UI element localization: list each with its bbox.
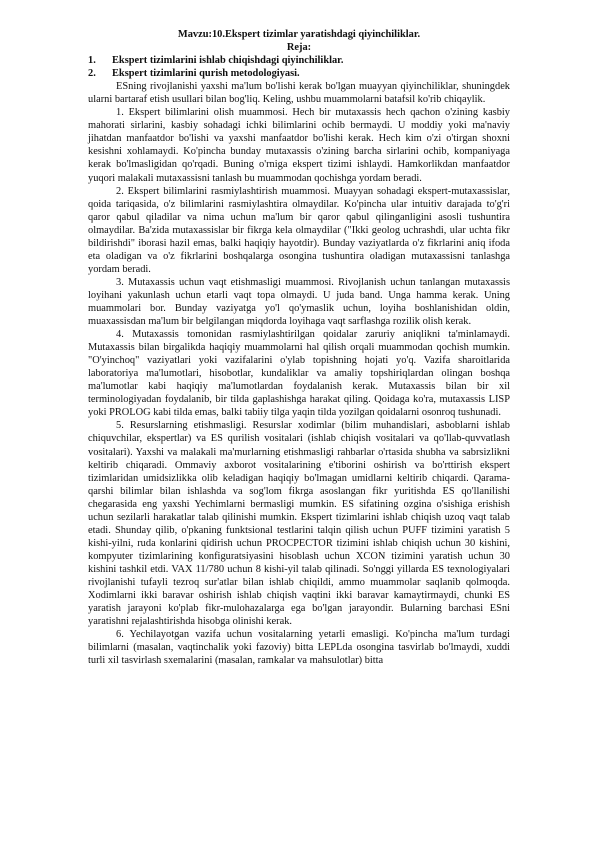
plan-heading: Reja: <box>286 42 312 54</box>
body-paragraph: 6. Yechilayotgan vazifa uchun vositalarning yetarli emasligi. Ko'pincha ma'lum turdagi bilimlarni (masalan, vaqtinchalik yoki fazoviy) bitta LEPLda osongina tasvirlab bo'lmaydi, xuddi turli xil tasvirlash sxemalarini (masalan, ramkalar va mahsulotlar) bitta <box>88 629 510 667</box>
body-paragraph: 5. Resurslarning etishmasligi. Resurslar xodimlar (bilim muhandislari, asboblarni ishlab chiquvchilar, ekspertlar) va ES qurilish vositalari (ishlab chiqish vositalari va qo'llab-quvvatlash vositalari). Yaxshi va malakali ma'murlarning etishmasligi rahbarlar o'rtasida shubha va sabrsizlikni keltirib chiqaradi. Ommaviy axborot vositalarining e'tiborini oshirish va bo'rttirish ekspert tizimlaridan umidsizlikka olib keladigan haqiqiy bo'lmagan umidlarni keltirib chiqardi. Qarama-qarshi bilimlar bilan ishlashda va sog'lom fikrga asoslangan fikr yuritishda ES qo'llanilishi chegarasida eng yaxshi Yechimlarni bermasligi mumkin. ES sifatining ozgina o'sishiga erishish uchun sezilarli harakatlar talab qilinishi mumkin. Ekspert tizimlarini ishlab chiqish uzoq vaqt talab etadi. Shunday qilib, o'pkaning funktsional testlarini talqin qilish uchun PUFF tizimini yaratish 5 kishi-yilni, ruda konlarini qidirish uchun PROCPECTOR tizimini ishlab chiqish uchun 30 kishini, kompyuter tizimlarining konfiguratsiyasini hisoblash uchun XCON tizimini yaratish uchun 30 kishini tashkil etdi. VAX 11/780 uchun 8 kishi-yil talab qilinadi. So'nggi yillarda ES texnologiyalari rivojlanishi tufayli tezroq sur'atlar bilan ishlab chiqildi, ammo muammolar saqlanib qolmoqda. Xodimlarni ikki baravar oshirish ishlab chiqish vaqtini ikki baravar kamaytirmaydi, chunki ES yaratish jarayoni ko'plab fikr-mulohazalarga ega bo'lgan jarayondir. Bularning barchasi ESni yaratishni rejalashtirishda hisobga olinishi kerak. <box>88 420 510 628</box>
document-title: Mavzu:10.Ekspert tizimlar yaratishdagi qiyinchiliklar. <box>177 29 421 40</box>
plan-item <box>88 54 510 67</box>
plan-list <box>88 54 510 80</box>
intro-paragraph: ESning rivojlanishi yaxshi ma'lum bo'lishi kerak bo'lgan muayyan qiyinchiliklar, shuningdek ularni bartaraf etish usullari bilan bog'liq. Keling, ushbu muammolarni batafsil ko'rib chiqaylik. <box>88 81 510 106</box>
plan-item-text: Ekspert tizimlarini ishlab chiqishdagi qiyinchiliklar. <box>112 55 344 67</box>
plan-item-text: Ekspert tizimlarini qurish metodologiyasi. <box>112 68 300 80</box>
document-page <box>88 28 510 667</box>
body-paragraph: 2. Ekspert bilimlarini rasmiylashtirish muammosi. Muayyan sohadagi ekspert-mutaxassislar, qoida tariqasida, o'z bilimlarini rasmiylashtira olmaydilar. Ko'pincha ular intuitiv darajada to'g'ri qaror qabul qiladilar va nima uchun ma'lum bir qaror qabul qilinganligini asosli tushuntira olmaydilar. Ba'zida mutaxassislar bir fikrga kela olmaydilar ("Ikki geolog uchrashdi, ular uchta fikr bildirishdi" iborasi hazil emas, balki haqiqiy hayotdir). Bunday vaziyatlarda o'z fikrlarini aniq ifoda eta oladigan va o'z fikrlarini boshqalarga osongina tushuntira oladigan mutaxassisni tanlashga yordam beradi. <box>88 185 510 275</box>
body-paragraph: 4. Mutaxassis tomonidan rasmiylashtirilgan qoidalar zaruriy aniqlikni ta'minlamaydi. Mutaxassis bilan birgalikda haqiqiy muammolarni hal qilish orqali muammodan qochish mumkin. "O'yinchoq" vaziyatlari yoki vazifalarini o'ylab topishning hojati yo'q. Vazifa sharoitlarida laboratoriya ma'lumotlari, hisobotlar, kundaliklar va amaliy topshiriqlardan olingan boshqa ma'lumotlar kabi haqiqiy ma'lumotlardan foydalanish kerak. Mutaxassis bilan bir xil terminologiyadan foydalanib, bir tilda gaplashishga harakat qiling. Qoidaga ko'ra, mutaxassis LISP yoki PROLOG kabi tilda emas, balki tabiiy tilga yaqin tilda yozilgan qoidalarni osonroq tushunadi. <box>88 329 510 419</box>
plan-item-number: 2. <box>88 68 96 80</box>
plan-item-number: 1. <box>88 55 96 67</box>
plan-item <box>88 67 510 80</box>
body-paragraph: 3. Mutaxassis uchun vaqt etishmasligi muammosi. Rivojlanish uchun tanlangan mutaxassis loyihani yakunlash uchun etarli vaqt topa olmaydi. U juda band. Unga hamma kerak. Uning muammolari bor. Bunday vaziyatga yo'l qo'ymaslik uchun, loyiha boshlanishidan oldin, muaxassisdan ma'lum bir belgilangan miqdorda loyihaga vaqt sarflashga rozilik olish kerak. <box>88 276 510 328</box>
body-paragraph: 1. Ekspert bilimlarini olish muammosi. Hech bir mutaxassis hech qachon o'zining kasbiy mahorati sirlarini, kasbiy sohadagi ichki bilimlarini ochib bermaydi. U moddiy yoki ma'naviy jihatdan manfaatdor bo'lishi va yaxshi manfaatdor bo'lishi kerak. Hech kim o'zi o'tirgan shoxni kesishni xohlamaydi. Ko'pincha bunday mutaxassis o'zining barcha sirlarini ochib, kompaniyaga kerak bo'lmasligidan qo'rqadi. Buning o'rniga ekspert tizimi ishlaydi. Hamkorlikdan manfaatdor yuqori malakali mutaxassisni tanlash bu muammodan qochishga yordam beradi. <box>88 107 510 184</box>
